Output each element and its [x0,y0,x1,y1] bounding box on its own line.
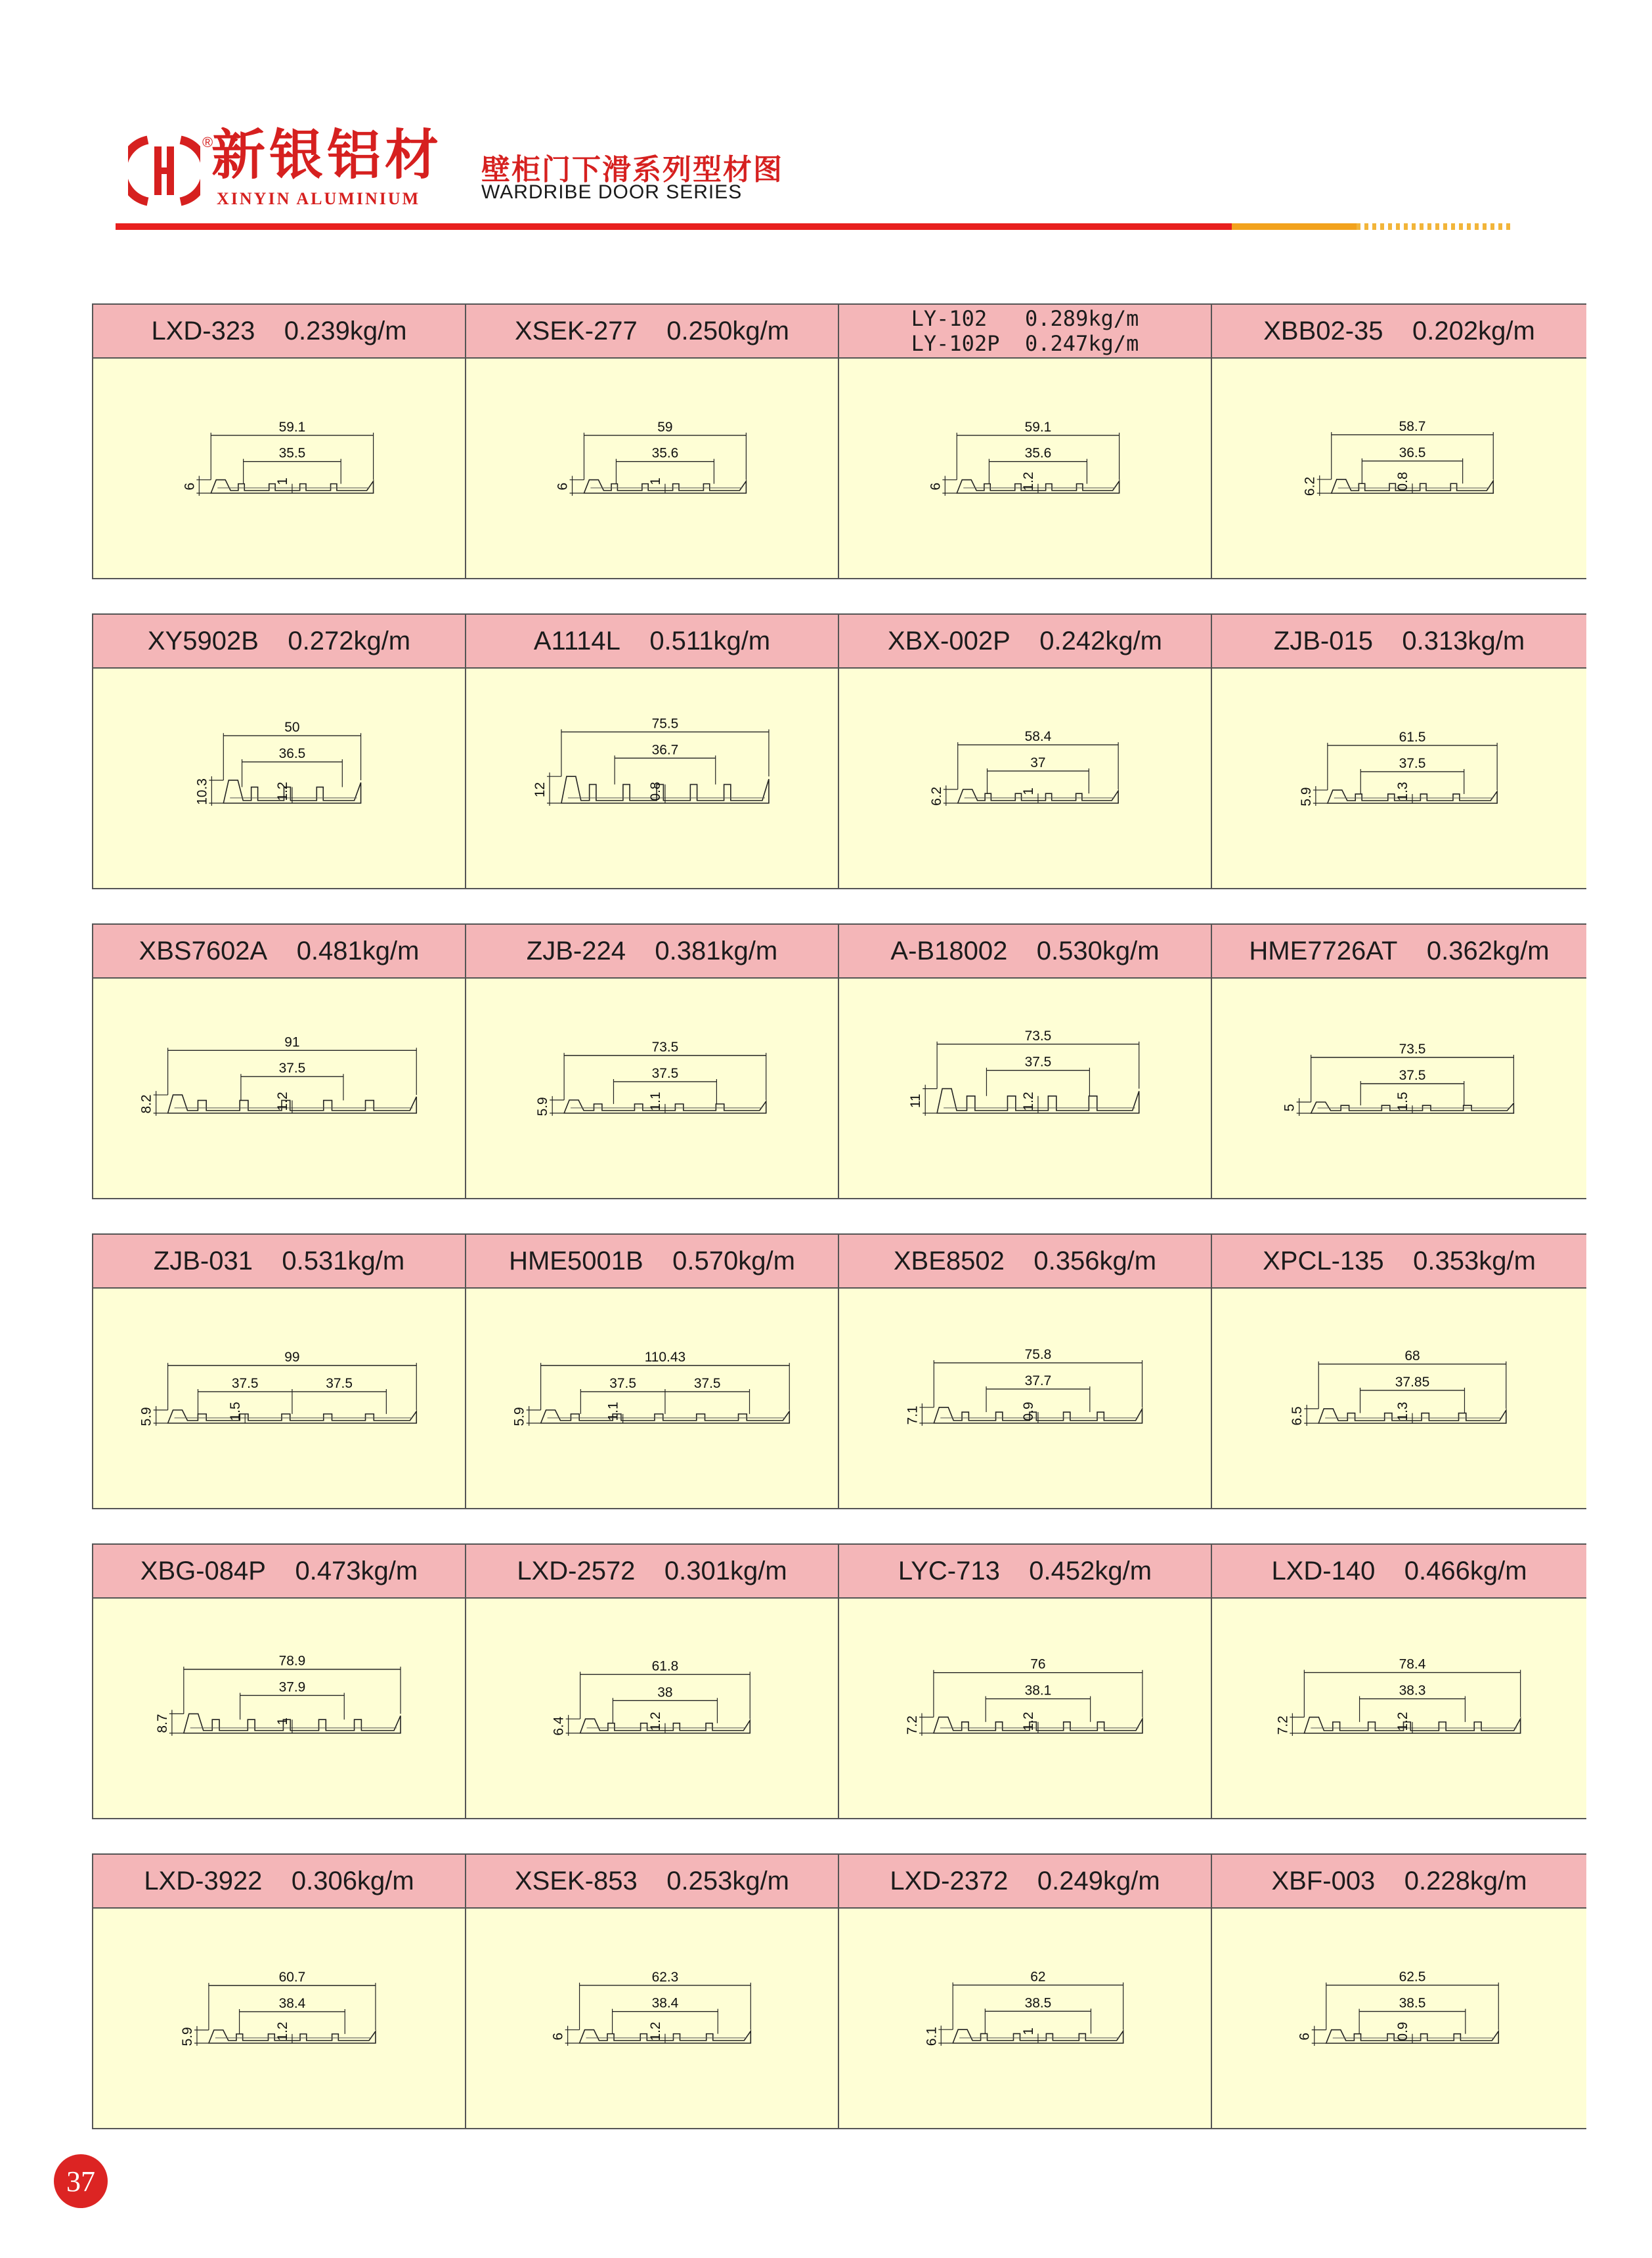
dimension-total: 59 [657,419,673,435]
dimension-inner: 37.5 [278,1061,306,1076]
profile-cross-section [1212,1599,1586,1818]
profile-cross-section [93,1289,465,1508]
profile-cross-section [1212,1289,1586,1508]
dimension-total: 62 [1030,1969,1046,1985]
dimension-wall: 1.2 [1395,1712,1410,1731]
profile-header [1212,305,1586,359]
spacer [635,1557,664,1586]
dimension-inner: 38.4 [651,1995,679,2011]
spacer [253,1247,282,1276]
dimension-inner: 37.5 [693,1375,721,1391]
dimension-wall: 1.5 [1395,1092,1410,1111]
profile-header [839,615,1211,669]
spacer [259,627,288,656]
profile-header [466,1855,838,1909]
profile-weight: 0.511kg/m [649,626,771,655]
dimension-wall: 0.8 [1395,472,1410,491]
dimension-wall: 1 [1020,787,1036,795]
profile-cross-section [1212,359,1586,578]
dimension-inner: 37.9 [278,1679,306,1695]
profile-row [92,303,1586,579]
spacer [266,1557,295,1586]
dimension-inner: 38.5 [1399,1995,1426,2011]
xinyin-logo-icon [128,135,200,207]
dimension-height: 5.9 [511,1407,527,1427]
profile-cross-section [466,1289,838,1508]
profile-card [466,1545,839,1818]
profile-card [839,925,1212,1198]
dimension-inner: 37.5 [326,1375,353,1391]
profile-header [93,1545,465,1599]
profile-code: ZJB-224 [526,936,626,965]
profile-code: XY5902B [147,626,259,655]
dimension-wall: 1 [274,1717,290,1725]
profile-code: XBF-003 [1271,1866,1376,1895]
dimension-height: 12 [533,782,548,798]
dimension-total: 75.8 [1024,1347,1052,1363]
profile-drawing-area [839,359,1211,578]
dimension-inner: 38 [657,1685,673,1700]
profile-code: LXD-2372 [890,1866,1009,1895]
profile-header [93,615,465,669]
profile-cross-section [466,669,838,888]
spacer [638,317,666,346]
profile-card [1212,1545,1586,1818]
spacer [1383,317,1412,346]
spacer [1384,1247,1413,1276]
profile-row [92,613,1586,889]
profile-code: XBS7602A [139,936,268,965]
profile-weight: 0.481kg/m [296,936,420,965]
profile-card [1212,305,1586,578]
profile-cross-section [466,1909,838,2128]
profile-cross-section [93,359,465,578]
profile-card [1212,1235,1586,1508]
profile-drawing-area [93,1289,465,1508]
profile-cross-section [93,1599,465,1818]
spacer [1007,937,1036,966]
dimension-height: 6 [555,482,571,491]
profile-drawing-area [466,1909,838,2128]
profile-header [93,1855,465,1909]
dimension-wall: 1.2 [1020,472,1036,491]
profile-card [466,615,839,888]
header-rule-dots [1357,223,1514,230]
spacer [267,937,296,966]
profile-cross-section [839,1289,1211,1508]
spacer [1000,1557,1029,1586]
profile-drawing-area [1212,359,1586,578]
profile-drawing-area [839,1289,1211,1508]
profile-code: LXD-323 [151,316,255,345]
dimension-height: 5.9 [139,1407,154,1427]
profile-cross-section [839,359,1211,578]
dimension-total: 78.4 [1399,1656,1426,1672]
dimension-height: 6 [550,2032,566,2041]
header-rule-orange [1232,223,1357,230]
profile-card [466,1855,839,2128]
profile-weight: 0.313kg/m [1402,626,1525,655]
dimension-height: 5.9 [535,1097,551,1117]
profile-header [466,1235,838,1289]
dimension-total: 58.4 [1024,729,1052,745]
profile-row [92,1233,1586,1509]
dimension-inner: 37.5 [1399,755,1426,771]
dimension-wall: 1 [647,477,663,485]
profile-code: A-B18002 [890,936,1008,965]
profile-card [93,615,466,888]
dimension-total: 59.1 [1024,419,1052,435]
profile-card [839,1545,1212,1818]
header-rule-red [116,223,1232,230]
profile-header [466,615,838,669]
profile-card [93,1235,466,1508]
profile-card [839,305,1212,578]
profile-cross-section [839,979,1211,1198]
dimension-inner: 37.5 [1024,1054,1052,1070]
profile-code: LXD-3922 [144,1866,263,1895]
profile-code: XSEK-277 [514,316,638,345]
dimension-height: 10.3 [194,778,210,805]
dimension-total: 73.5 [1024,1028,1052,1044]
profile-weight: 0.452kg/m [1029,1556,1152,1585]
dimension-inner: 35.6 [651,445,679,461]
series-title-cn: 壁柜门下滑系列型材图 [481,153,783,187]
series-title-en: WARDRIBE DOOR SERIES [481,181,743,203]
dimension-wall: 0.8 [647,782,663,801]
profile-code: LY-102P [911,331,1000,356]
profile-drawing-area [839,669,1211,888]
dimension-wall: 0.9 [1395,2022,1410,2041]
dimension-inner: 38.5 [1024,1995,1052,2011]
profile-header [839,1855,1211,1909]
profile-card [93,1545,466,1818]
profile-header [466,305,838,359]
profile-weight: 0.249kg/m [1037,1866,1160,1895]
dimension-inner: 38.1 [1024,1683,1052,1698]
profile-cross-section [466,359,838,578]
dimension-height: 7.1 [905,1406,921,1425]
profile-weight: 0.272kg/m [288,626,411,655]
profile-cross-section [93,979,465,1198]
profile-drawing-area [839,979,1211,1198]
dimension-height: 6.2 [928,786,944,806]
brand-name-cn: 新银铝材 [211,124,443,187]
profile-row [92,923,1586,1199]
dimension-height: 6.1 [924,2026,940,2047]
dimension-total: 68 [1404,1348,1420,1363]
profile-card [839,1235,1212,1508]
dimension-wall: 1.1 [605,1402,621,1421]
dimension-height: 5 [1282,1103,1297,1112]
profile-code: XBB02-35 [1263,316,1383,345]
dimension-inner: 37.5 [1399,1068,1426,1083]
dimension-height: 5.9 [179,2027,195,2047]
spacer [1375,1557,1404,1586]
dimension-inner: 36.7 [651,742,679,758]
spacer [1375,1867,1404,1896]
dimension-height: 7.2 [904,1716,920,1735]
profile-drawing-area [93,979,465,1198]
brand-name-en: XINYIN ALUMINIUM [217,189,421,208]
profile-card [466,925,839,1198]
dimension-inner: 37.5 [651,1065,679,1081]
profile-code: ZJB-031 [153,1246,253,1275]
profile-header [839,305,1211,359]
profile-cross-section [1212,979,1586,1198]
dimension-wall: 1 [274,477,290,485]
spacer [1397,937,1426,966]
profile-card [93,305,466,578]
dimension-wall: 1.2 [647,1712,663,1731]
profile-weight: 0.570kg/m [672,1246,795,1275]
profile-card [466,1235,839,1508]
profile-header [466,1545,838,1599]
dimension-height: 6.4 [551,1716,567,1736]
profile-code: LY-102 [911,306,988,331]
dimension-wall: 1 [1020,2027,1036,2035]
profile-header [93,305,465,359]
profile-row [92,1853,1586,2129]
profile-drawing-area [93,669,465,888]
dimension-total: 60.7 [278,1970,306,1985]
dimension-inner: 35.6 [1024,445,1052,461]
profile-weight: 0.228kg/m [1404,1866,1527,1895]
profile-cross-section [93,1909,465,2128]
profile-header-line [911,306,1139,331]
profile-drawing-area [466,979,838,1198]
dimension-inner: 37.85 [1395,1374,1430,1390]
dimension-total: 62.5 [1399,1969,1426,1985]
profile-drawing-area [1212,1289,1586,1508]
dimension-total: 99 [284,1350,300,1365]
spacer [1005,1247,1033,1276]
profile-code: XBE8502 [893,1246,1005,1275]
profile-weight: 0.247kg/m [1025,331,1139,356]
profile-weight: 0.250kg/m [666,316,789,345]
dimension-height: 8.2 [139,1094,154,1114]
profile-cross-section [466,979,838,1198]
spacer [999,331,1025,356]
profile-code: LXD-2572 [517,1556,636,1585]
dimension-height: 6 [928,482,944,491]
profile-header [839,1235,1211,1289]
profile-weight: 0.473kg/m [295,1556,418,1585]
profile-drawing-area [1212,1909,1586,2128]
profile-weight: 0.301kg/m [664,1556,787,1585]
profile-code: A1114L [533,626,620,655]
profile-weight: 0.466kg/m [1404,1556,1527,1585]
spacer [262,1867,291,1896]
profile-cross-section [839,1909,1211,2128]
dimension-wall: 0.9 [1020,1402,1036,1421]
profile-drawing-area [466,359,838,578]
profile-card [93,1855,466,2128]
dimension-height: 6.2 [1302,476,1318,497]
profile-drawing-area [466,1289,838,1508]
registered-mark: ® [202,134,213,150]
spacer [255,317,284,346]
profile-drawing-area [93,359,465,578]
dimension-total: 76 [1030,1656,1046,1672]
dimension-wall: 1.2 [274,2022,290,2041]
profile-header [839,925,1211,979]
dimension-inner: 38.3 [1399,1683,1426,1698]
profile-weight: 0.253kg/m [666,1866,789,1895]
profile-cross-section [466,1599,838,1818]
profile-card [1212,1855,1586,2128]
profile-header [839,1545,1211,1599]
profile-header [1212,1855,1586,1909]
profile-code: LYC-713 [898,1556,1000,1585]
dimension-inner: 37 [1030,755,1046,770]
profile-drawing-area [93,1599,465,1818]
dimension-inner: 38.4 [278,1995,306,2011]
dimension-total: 73.5 [1399,1042,1426,1057]
profile-weight: 0.353kg/m [1413,1246,1536,1275]
profile-weight: 0.239kg/m [284,316,407,345]
profile-code: XPCL-135 [1263,1246,1384,1275]
profile-card [1212,615,1586,888]
dimension-total: 75.5 [651,716,679,732]
dimension-inner: 35.5 [278,445,306,461]
profile-drawing-area [839,1599,1211,1818]
dimension-wall: 1.2 [1020,1092,1036,1111]
profile-weight: 0.306kg/m [291,1866,414,1895]
profile-card [839,615,1212,888]
profile-code: XBG-084P [140,1556,266,1585]
page-number: 37 [54,2154,108,2208]
dimension-total: 62.3 [651,1969,679,1985]
profile-weight: 0.530kg/m [1036,936,1160,965]
profile-code: LXD-140 [1271,1556,1376,1585]
profile-code: XSEK-853 [514,1866,638,1895]
dimension-total: 61.8 [651,1658,679,1674]
profile-card [93,925,466,1198]
profile-drawing-area [839,1909,1211,2128]
dimension-wall: 1.3 [1395,782,1410,801]
dimension-height: 7.2 [1275,1716,1291,1735]
dimension-height: 6 [182,482,198,491]
profile-cross-section [839,669,1211,888]
dimension-total: 110.43 [644,1350,686,1365]
profile-code: XBX-002P [887,626,1011,655]
profile-weight: 0.362kg/m [1426,936,1550,965]
spacer [620,627,649,656]
spacer [638,1867,666,1896]
page-header [0,0,1652,236]
dimension-wall: 1.2 [274,1092,290,1111]
dimension-total: 61.5 [1399,729,1426,745]
dimension-wall: 1.3 [1395,1402,1410,1421]
dimension-wall: 1.5 [228,1402,244,1421]
profile-cross-section [1212,669,1586,888]
dimension-total: 78.9 [278,1653,306,1669]
profile-weight: 0.202kg/m [1412,316,1535,345]
profile-drawing-area [1212,1599,1586,1818]
profile-weight: 0.356kg/m [1033,1246,1157,1275]
profile-cross-section [1212,1909,1586,2128]
dimension-inner: 37.7 [1024,1373,1052,1388]
dimension-height: 6.5 [1290,1406,1305,1426]
profile-header-line [911,331,1139,356]
profile-drawing-area [93,1909,465,2128]
profile-drawing-area [466,669,838,888]
profile-card [839,1855,1212,2128]
profile-drawing-area [1212,979,1586,1198]
profile-code: ZJB-015 [1273,626,1373,655]
dimension-total: 50 [284,720,300,736]
dimension-height: 8.7 [154,1714,170,1733]
profile-drawing-area [466,1599,838,1818]
profile-header [93,1235,465,1289]
profile-header [1212,925,1586,979]
dimension-inner: 36.5 [1399,445,1426,460]
dimension-total: 73.5 [651,1040,679,1055]
dimension-inner: 36.5 [278,746,306,762]
profile-card [466,305,839,578]
profile-code: HME5001B [509,1246,643,1275]
profile-card [1212,925,1586,1198]
profile-weight: 0.531kg/m [282,1246,405,1275]
profile-weight: 0.381kg/m [655,936,778,965]
dimension-height: 6 [1297,2032,1313,2041]
dimension-wall: 1.2 [1020,1712,1036,1731]
profile-row [92,1543,1586,1819]
profile-header [1212,1545,1586,1599]
dimension-total: 91 [284,1034,300,1050]
dimension-height: 11 [908,1094,924,1109]
profile-header [1212,1235,1586,1289]
spacer [1008,1867,1037,1896]
spacer [987,306,1025,331]
dimension-height: 5.9 [1298,787,1314,807]
profile-header [1212,615,1586,669]
dimension-total: 59.1 [278,419,306,435]
spacer [1011,627,1039,656]
dimension-wall: 1.2 [274,782,290,801]
spacer [643,1247,672,1276]
profile-cross-section [839,1599,1211,1818]
profile-header [93,925,465,979]
profile-cross-section [93,669,465,888]
dimension-total: 58.7 [1399,418,1426,434]
dimension-inner: 37.5 [231,1375,259,1391]
dimension-inner: 37.5 [609,1375,636,1391]
profile-drawing-area [1212,669,1586,888]
profile-weight: 0.242kg/m [1039,626,1162,655]
profile-code: HME7726AT [1249,936,1398,965]
profile-weight: 0.289kg/m [1025,306,1139,331]
spacer [1373,627,1402,656]
profile-header [466,925,838,979]
dimension-wall: 1.2 [647,2022,663,2041]
dimension-wall: 1.1 [647,1092,663,1111]
spacer [626,937,655,966]
